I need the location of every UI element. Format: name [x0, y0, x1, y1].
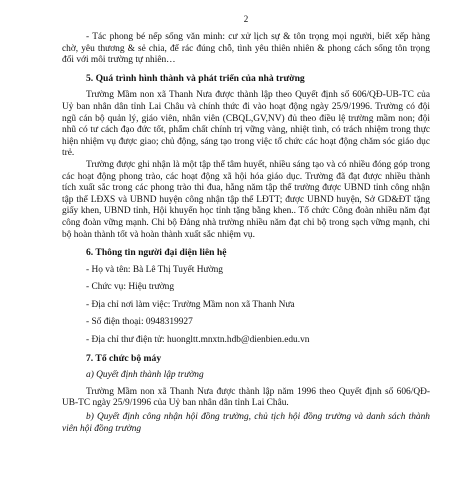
contact-phone: - Số điện thoại: 0948319927: [86, 317, 193, 328]
page-number: 2: [243, 14, 249, 24]
contact-email: - Địa chỉ thư điện tử: huongltt.mnxtn.hdb@dienbien.edu.vn: [86, 335, 310, 346]
section-7-paragraph-a: Trường Mầm non xã Thanh Nưa được thành lập năm 1996 theo Quyết định số 606/QĐ-UB-TC ngày 25/9/1996 của Uỷ ban nhân dân tỉnh Lai Châu.: [62, 386, 430, 409]
section-7-heading: 7. Tổ chức bộ máy: [86, 352, 162, 364]
intro-paragraph: - Tác phong bé nếp sống văn minh: cư xử lịch sự & tôn trọng mọi người, biết xếp hàng chờ, yêu thương & sẻ chia, để rác đúng chỗ, tình yêu thiên nhiên & phong cách sống tôn trọng đối với môi trường tự nhiên…: [62, 32, 430, 66]
section-5-paragraph-2: Trường được ghi nhận là một tập thể tâm huyết, nhiều sáng tạo và có nhiều đóng góp trong các hoạt động phong trào, các hoạt động xã hội hóa giáo dục. Trường đã đạt được nhiều thành tích xuất sắc trong các phong trào thi đua, hằng năm tập thể trường được UBND tỉnh công nhận tập thể LĐXS và UBND huyện công nhận tập thể LĐTT; được UBND huyện, Sở GD&ĐT tặng giấy khen, UBND tỉnh, Hội khuyến học tỉnh tặng bằng khen.. Tổ chức Công đoàn nhiều năm đạt công đoàn vững mạnh. Chi bộ Đảng nhà trường nhiều năm đạt chi bộ trong sạch vững mạnh, chi bộ hoàn thành tốt và hoàn thành xuất sắc nhiệm vụ.: [62, 159, 430, 240]
section-7-sub-a: a) Quyết định thành lập trường: [86, 370, 204, 381]
section-6-heading: 6. Thông tin người đại diện liên hệ: [86, 247, 227, 259]
contact-position: - Chức vụ: Hiệu trường: [86, 282, 175, 293]
section-5-heading: 5. Quá trình hình thành và phát triển của nhà trường: [86, 72, 305, 84]
contact-workplace: - Địa chỉ nơi làm việc: Trường Mầm non xã Thanh Nưa: [86, 299, 295, 310]
section-5-paragraph-1: Trường Mầm non xã Thanh Nưa được thành lập theo Quyết định số 606/QĐ-UB-TC của Uỷ ban nhân dân tỉnh Lai Châu và chính thức đi vào hoạt động ngày 25/9/1996. Trường có đội ngũ cán bộ quản lý, giáo viên, nhân viên (CBQL,GV,NV) đủ theo điều lệ trường mầm non; đội nhũ có tư cách đạo đức tốt, phẩm chất chính trị vững vàng, nhiệt tình, có trách nhiệm trong thực hiện nhiệm vụ được giao; chủ động, sáng tạo trong việc tổ chức các hoạt động chăm sóc giáo dục trẻ.: [62, 90, 430, 159]
section-7-sub-b: b) Quyết định công nhận hội đồng trường, chủ tịch hội đồng trường và danh sách thành viên hội đồng trường: [62, 412, 430, 434]
contact-name: - Họ và tên: Bà Lê Thị Tuyết Hường: [86, 264, 223, 275]
